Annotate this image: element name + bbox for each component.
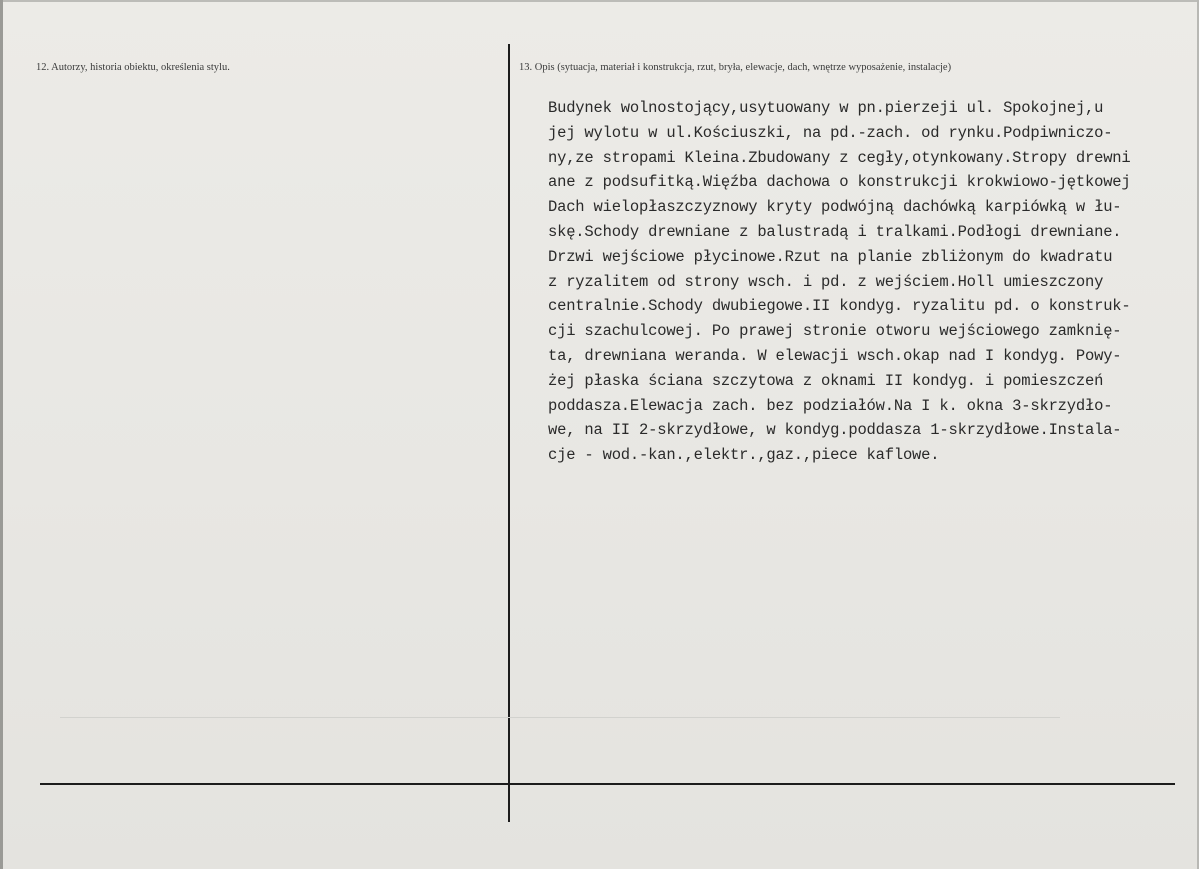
description-line: ny,ze stropami Kleina.Zbudowany z cegły,otynkowany.Stropy drewni [548,148,1131,167]
description-line: ta, drewniana weranda. W elewacji wsch.okap nad I kondyg. Powy- [548,346,1122,365]
column-divider [508,44,510,822]
bottom-rule [40,783,1175,785]
description-line: jej wylotu w ul.Kościuszki, na pd.-zach. od rynku.Podpiwniczo- [548,123,1113,142]
faint-ruled-line [60,717,1060,718]
description-line: centralnie.Schody dwubiegowe.II kondyg. ryzalitu pd. o konstruk- [548,297,1131,316]
description-line: Budynek wolnostojący,usytuowany w pn.pierzeji ul. Spokojnej,u [548,99,1104,117]
paper-edge-top [0,0,1199,2]
paper-edge-left [0,0,3,869]
description-line: cje - wod.-kan.,elektr.,gaz.,piece kaflowe. [548,446,940,465]
description-line: poddasza.Elewacja zach. bez podziałów.Na I k. okna 3-skrzydło- [548,396,1113,415]
description-line: skę.Schody drewniane z balustradą i tralkami.Podłogi drewniane. [548,222,1122,241]
field-13-label: 13. Opis (sytuacja, materiał i konstrukcja, rzut, bryła, elewacje, dach, wnętrze wyposażenie, instalacje) [519,62,952,73]
typed-description [548,96,1198,468]
description-line: cji szachulcowej. Po prawej stronie otworu wejściowego zamknię- [548,322,1122,341]
description-line: ane z podsufitką.Więźba dachowa o konstrukcji krokwiowo-jętkowej [548,173,1131,192]
description-line: z ryzalitem od strony wsch. i pd. z wejściem.Holl umieszczony [548,272,1104,291]
description-line: Drzwi wejściowe płycinowe.Rzut na planie zbliżonym do kwadratu [548,247,1113,266]
description-line: we, na II 2-skrzydłowe, w kondyg.poddasza 1-skrzydłowe.Instala- [548,421,1122,440]
description-line: żej płaska ściana szczytowa z oknami II kondyg. i pomieszczeń [548,371,1104,390]
description-line: Dach wielopłaszczyznowy kryty podwójną dachówką karpiówką w łu- [548,198,1122,217]
field-12-label: 12. Autorzy, historia obiektu, określenia stylu. [36,62,230,73]
